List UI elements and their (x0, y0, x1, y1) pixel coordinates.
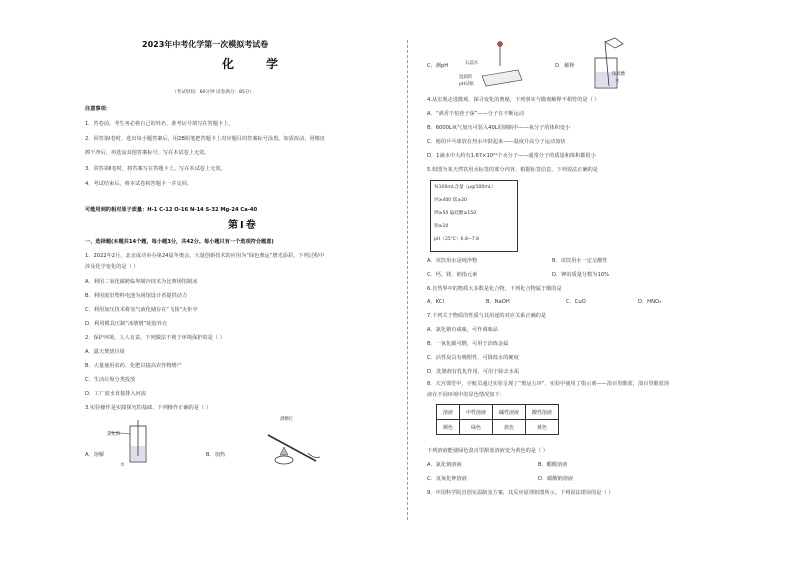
ph-test-figure (470, 40, 530, 90)
q6-option: B．NaOH (486, 299, 510, 305)
table-row (437, 405, 559, 420)
table-cell: 酸性溶液 (526, 405, 559, 420)
q5-stem: 5.如图为某天然饮用水标签的部分内容，根据标签信息，下列说法正确的是 (427, 167, 598, 173)
subject-heading: 化 学 (222, 57, 293, 71)
q3-stem: 3.实验操作是实践探究的基础，下列操作正确的是（ ） (85, 405, 211, 411)
q6-option: C．CuO (566, 299, 586, 305)
heating-figure (258, 417, 328, 467)
q8-option: D．碳酸钠溶液 (538, 476, 574, 482)
q7-stem: 7.下列关于物质的性质与其用途的对应关系正确的是 (427, 313, 547, 319)
q2-option: B．大量使用农药、化肥以提高农作物增产 (85, 363, 182, 369)
label-line: 每100mL含量（μg/100mL） (434, 185, 496, 190)
q1-stem: 1．2022年2月，北京成功举办第24届冬奥会。大量创新技术的应用为“绿色奥运”增光添彩。下列过程中 (85, 253, 325, 259)
ph-label: pH试纸 (459, 82, 474, 87)
note-item: 4．考试结束后，将本试卷和答题卡一并交回。 (85, 181, 193, 187)
q8-question: 下列溶液能使绿色溴百里酚蓝溶液变为黄色的是（ ） (427, 448, 548, 454)
q8-option: A．氯化钠溶液 (427, 462, 462, 468)
q7-option: C．活性炭具有吸附性，可降低水的硬度 (427, 355, 519, 361)
exam-meta: （考试时间：60分钟 试卷满分：85分） (172, 90, 255, 95)
label-line: 钾≥50 偏硅酸≥150 (434, 211, 477, 216)
table-cell: 碱性溶液 (493, 405, 526, 420)
section-heading: 一、选择题(本题共14个题，每小题3分，共42分。每小题只有一个选项符合题意) (85, 239, 274, 245)
q3-option-c: C．测pH (427, 63, 449, 69)
q6-option: A．KCl (427, 299, 444, 305)
glass-label: 石蕊水 (465, 61, 479, 66)
q9-stem: 9．中国科学院首创室温制氢方案，其反应原理如图所示。下列说法错误的是（ ） (427, 490, 614, 496)
q1-stem: 涉及化学变化的是（ ） (85, 264, 139, 270)
column-divider (407, 40, 408, 520)
notes-heading: 注意事项： (85, 106, 111, 112)
nacl-label: 氯化钠 (107, 432, 121, 437)
note-item: 2．回答第Ⅰ卷时，选出每小题答案后，用2B铅笔把答题卡上对应题目的答案标号涂黑。如需改动，用橡皮 (85, 136, 325, 142)
q8-option: B．醋酸溶液 (538, 462, 568, 468)
q2-stem: 2．保护环境，人人有责。下列做法不利于环境保护的是（ ） (85, 335, 225, 341)
indicator-table (436, 404, 559, 435)
q1-option: C．利用加压技术将氢气液化储存在“飞扬”火炬中 (85, 307, 198, 313)
table-row (437, 420, 559, 435)
q4-option: D．1滴水中大约有1.67×10²¹个水分子——通常分子的质量和体积都很小 (427, 153, 596, 159)
label-line: 钙≥400 镁≥20 (434, 198, 467, 203)
q5-option: A．该饮用水是纯净物 (427, 258, 478, 264)
atomic-masses: 可能用到的相对原子质量：H-1 C-12 O-16 N-14 S-32 Mg-24 Ca-40 (85, 207, 258, 213)
q5-option: D．钾的质量分数为10% (552, 272, 610, 278)
note-item: 3．回答第Ⅱ卷时，将答案写在答题卡上。写在本试卷上无效。 (85, 166, 226, 172)
label-line: 钠≥10 (434, 224, 449, 229)
table-cell: 绿色 (460, 420, 493, 435)
table-cell: 溶液 (437, 405, 460, 420)
q1-option: D．利用模具压制“冰墩墩”硅胶外壳 (85, 321, 167, 327)
note-item: 1．答卷前，考生务必将自己的姓名、准考证号填写在答题卡上。 (85, 121, 234, 127)
note-item: 擦干净后，再选涂其他答案标号。写在本试卷上无效。 (85, 150, 210, 156)
q2-option: C．生活垃圾分类投放 (85, 377, 136, 383)
volume-heading: 第Ⅰ卷 (228, 220, 258, 231)
ph-label: 湿润的 (459, 75, 473, 80)
q8-stem: 8．天宫课堂中，宇航员通过实验呈现了“奥运五环”，实验中使用了指示剂——溴百里酚蓝，溴百里酚蓝溶 (427, 381, 670, 387)
q2-option: D．工厂废水直接排入河流 (85, 391, 147, 397)
q3-option-a: A．溶解 (85, 452, 105, 458)
q7-option: A．氯化钠有咸味，可作调味品 (427, 327, 498, 333)
q7-option: D．洗涤剂有乳化作用，可用于除去水垢 (427, 369, 520, 375)
q2-option: A．露天焚烧垃圾 (85, 349, 125, 355)
q6-option: D．HNO₃ (638, 299, 662, 305)
q4-stem: 4.从宏观走进微观，探寻变化的奥秘，下列事实与微观解释不相符的是（ ） (427, 97, 600, 103)
q5-option: B．该饮用水一定呈酸性 (552, 258, 608, 264)
table-cell: 黄色 (526, 420, 559, 435)
q4-option: A．“酒香不怕巷子深”——分子在不断运动 (427, 111, 525, 117)
table-cell: 颜色 (437, 420, 460, 435)
dilution-figure (575, 36, 635, 92)
q4-option: C．瘪的乒乓球放在热水中鼓起来——温度升高分子运动加快 (427, 139, 566, 145)
acid-label: 浓硫酸 (612, 72, 626, 77)
label-line: pH（25℃）6.8~7.8 (434, 237, 480, 242)
q7-option: B．一氧化碳可燃，可用于冶炼金属 (427, 341, 509, 347)
q8-stem: 液在不同环境中的显色情况如下： (427, 392, 505, 398)
q1-option: B．利用废旧塑料电池为场馆设计者提供动力 (85, 293, 188, 299)
q3-option-d: D．稀释 (555, 63, 575, 69)
exam-title: 2023年中考化学第一次模拟考试卷 (142, 40, 269, 49)
dissolving-figure (100, 418, 170, 468)
q8-option: C．氢氧化钾溶液 (427, 476, 467, 482)
q3-option-b: B．加热 (206, 452, 226, 458)
q1-option: A．利用二氧化碳跨临界制冷技术为比赛场馆制冰 (85, 279, 198, 285)
water-label: 水 (120, 463, 125, 468)
table-cell: 蓝色 (493, 420, 526, 435)
table-cell: 中性溶液 (460, 405, 493, 420)
q6-stem: 6.自然界中的物质大多数是化合物，下列化合物属于酸的是 (427, 286, 562, 292)
q4-option: B．6000L氧气加压可装入40L的钢瓶中——氧分子的体积变小 (427, 125, 571, 131)
lamp-label: 酒精灯 (280, 417, 294, 422)
q5-option: C．钙、镁、钠指元素 (427, 272, 478, 278)
acid-label: 水 (615, 79, 620, 84)
